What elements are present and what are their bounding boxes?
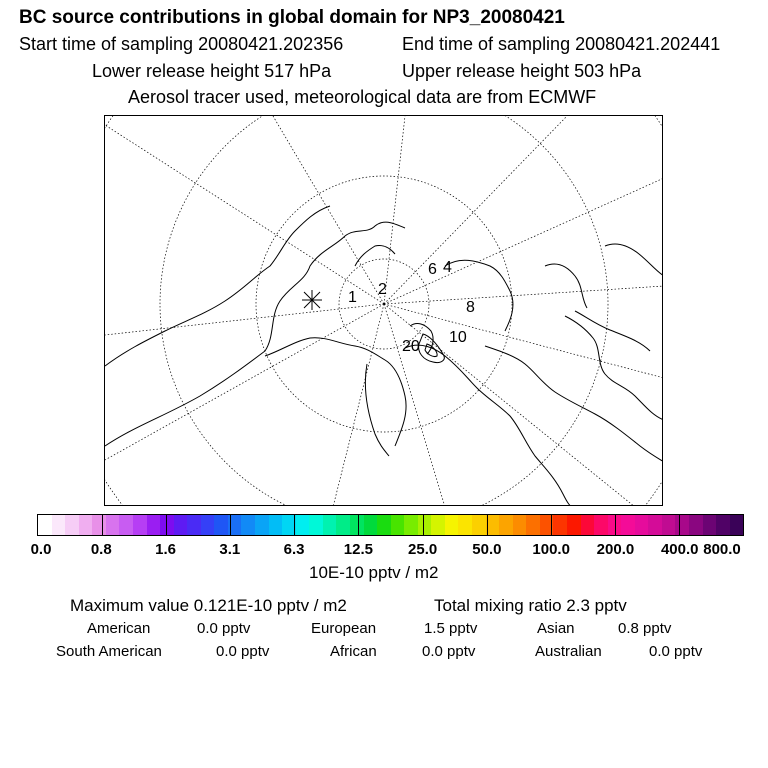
region-south-american-name: South American bbox=[56, 643, 162, 660]
color-swatch bbox=[594, 515, 608, 535]
color-swatch bbox=[214, 515, 228, 535]
color-scale-tick-label: 6.3 bbox=[283, 541, 305, 558]
start-time-label: Start time of sampling 20080421.202356 bbox=[19, 34, 344, 54]
color-scale-tick-label: 50.0 bbox=[472, 541, 502, 558]
color-scale-divider bbox=[358, 515, 359, 535]
region-american-value: 0.0 pptv bbox=[197, 620, 251, 637]
color-swatch bbox=[689, 515, 703, 535]
color-swatch bbox=[296, 515, 310, 535]
color-swatch bbox=[499, 515, 513, 535]
color-swatch bbox=[201, 515, 215, 535]
color-swatch bbox=[106, 515, 120, 535]
color-swatch bbox=[269, 515, 283, 535]
color-swatch bbox=[364, 515, 378, 535]
latitude-circle-50 bbox=[105, 116, 663, 506]
color-swatch bbox=[431, 515, 445, 535]
color-scale-divider bbox=[294, 515, 295, 535]
color-scale-divider bbox=[166, 515, 167, 535]
color-scale-divider bbox=[423, 515, 424, 535]
color-scale-divider bbox=[615, 515, 616, 535]
coastlines bbox=[105, 206, 663, 506]
region-asian-name: Asian bbox=[537, 620, 575, 637]
region-european-name: European bbox=[311, 620, 377, 637]
color-scale-tick-label: 100.0 bbox=[532, 541, 570, 558]
color-swatch bbox=[567, 515, 581, 535]
color-swatch bbox=[255, 515, 269, 535]
color-scale-tick-label: 0.8 bbox=[90, 541, 112, 558]
meridians bbox=[105, 116, 663, 506]
color-swatch bbox=[404, 515, 418, 535]
color-scale-tick-label: 12.5 bbox=[343, 541, 373, 558]
color-swatch bbox=[621, 515, 635, 535]
contour-label-6: 6 bbox=[428, 261, 437, 278]
color-swatch bbox=[377, 515, 391, 535]
map-title: BC source contributions in global domain for NP3_20080421 bbox=[19, 7, 565, 28]
contour-label-20: 20 bbox=[402, 338, 420, 355]
color-swatch bbox=[730, 515, 744, 535]
end-time-label: End time of sampling 20080421.202441 bbox=[402, 34, 721, 54]
color-scale-tick-label: 25.0 bbox=[408, 541, 438, 558]
tracer-info-line: Aerosol tracer used, meteorological data are from ECMWF bbox=[128, 87, 597, 107]
color-scale-divider bbox=[230, 515, 231, 535]
color-swatch bbox=[79, 515, 93, 535]
color-swatch bbox=[472, 515, 486, 535]
region-south-american-value: 0.0 pptv bbox=[216, 643, 270, 660]
region-australian-name: Australian bbox=[535, 643, 602, 660]
color-swatch bbox=[65, 515, 79, 535]
color-swatch bbox=[92, 515, 106, 535]
color-swatch bbox=[486, 515, 500, 535]
map-canvas bbox=[105, 116, 663, 506]
color-swatch bbox=[350, 515, 364, 535]
color-swatch bbox=[241, 515, 255, 535]
color-scale-unit: 10E-10 pptv / m2 bbox=[309, 563, 439, 582]
region-asian-value: 0.8 pptv bbox=[618, 620, 672, 637]
receptor-star-icon bbox=[302, 290, 322, 310]
upper-release-label: Upper release height 503 hPa bbox=[402, 61, 642, 81]
color-swatch bbox=[581, 515, 595, 535]
color-scale-tick-label: 0.0 bbox=[30, 541, 52, 558]
color-swatch bbox=[553, 515, 567, 535]
color-swatch bbox=[675, 515, 689, 535]
lower-release-label: Lower release height 517 hPa bbox=[92, 61, 332, 81]
contour-label-4: 4 bbox=[443, 259, 452, 276]
region-european-value: 1.5 pptv bbox=[424, 620, 478, 637]
contour-label-1: 1 bbox=[348, 289, 357, 306]
region-australian-value: 0.0 pptv bbox=[649, 643, 703, 660]
graticule bbox=[105, 116, 663, 506]
color-swatch bbox=[391, 515, 405, 535]
color-scale-divider bbox=[551, 515, 552, 535]
color-swatch bbox=[309, 515, 323, 535]
color-scale-tick-label: 200.0 bbox=[596, 541, 635, 558]
region-african-value: 0.0 pptv bbox=[422, 643, 476, 660]
color-swatch bbox=[526, 515, 540, 535]
color-scale-tick-label: 1.6 bbox=[155, 541, 176, 558]
color-swatch bbox=[513, 515, 527, 535]
color-swatch bbox=[703, 515, 717, 535]
color-scale-bar bbox=[37, 514, 744, 536]
contour-label-10: 10 bbox=[449, 329, 467, 346]
color-swatch bbox=[662, 515, 676, 535]
color-scale-divider bbox=[102, 515, 103, 535]
color-scale-tick-label: 3.1 bbox=[219, 541, 241, 558]
color-scale-divider bbox=[679, 515, 680, 535]
total-mixing-ratio-label: Total mixing ratio 2.3 pptv bbox=[434, 596, 627, 615]
color-scale-tick-label: 400.0 bbox=[660, 541, 699, 558]
color-swatch bbox=[648, 515, 662, 535]
color-swatch bbox=[133, 515, 147, 535]
color-swatch bbox=[38, 515, 52, 535]
contour-label-2: 2 bbox=[378, 281, 387, 298]
color-swatch bbox=[418, 515, 432, 535]
color-swatch bbox=[716, 515, 730, 535]
color-swatch bbox=[323, 515, 337, 535]
color-swatch bbox=[336, 515, 350, 535]
polar-map bbox=[104, 115, 663, 506]
color-swatch bbox=[52, 515, 66, 535]
contour-label-layer bbox=[348, 259, 475, 355]
region-african-name: African bbox=[330, 643, 377, 660]
maximum-value-label: Maximum value 0.121E-10 pptv / m2 bbox=[70, 596, 347, 615]
color-swatch bbox=[174, 515, 188, 535]
color-swatch bbox=[458, 515, 472, 535]
color-swatch bbox=[187, 515, 201, 535]
color-scale-tick-label: 800.0 bbox=[703, 541, 741, 558]
color-swatch bbox=[445, 515, 459, 535]
color-swatch bbox=[147, 515, 161, 535]
color-scale-divider bbox=[487, 515, 488, 535]
contour-label-8: 8 bbox=[466, 299, 475, 316]
region-american-name: American bbox=[87, 620, 151, 637]
color-swatch bbox=[119, 515, 133, 535]
color-swatch bbox=[635, 515, 649, 535]
latitude-circle-60 bbox=[160, 116, 608, 506]
